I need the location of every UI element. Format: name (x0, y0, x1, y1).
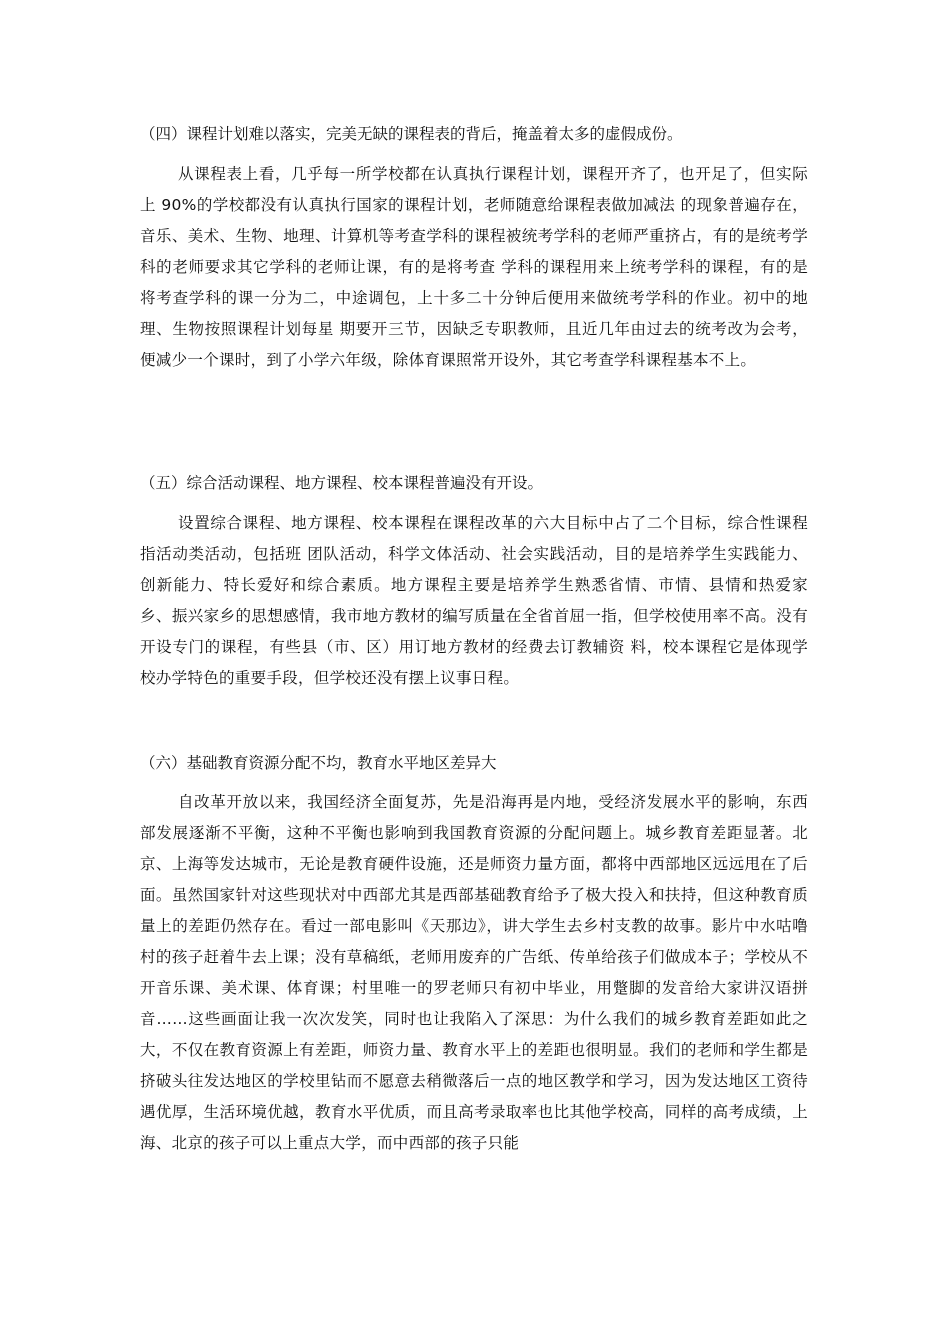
section-5-heading: （五）综合活动课程、地方课程、校本课程普遍没有开设。 (140, 474, 544, 492)
section-5-paragraph: 设置综合课程、地方课程、校本课程在课程改革的六大目标中占了二个目标，综合性课程指活动类活动，包括班 团队活动，科学文体活动、社会实践活动，目的是培养学生实践能力、创新能力、特长爱好和综合素质。地方课程主要是培养学生熟悉省情、市情、县情和热爱家 乡、振兴家乡的思想感情，我市地方教材的编写质量在全省首屈一指，但学校使用率不高。没有开设专门的课程，有些县（市、区）用订地方教材的经费去订教辅资 料，校本课程它是体现学校办学特色的重要手段，但学校还没有摆上议事日程。 (140, 514, 808, 687)
section-6-heading: （六）基础教育资源分配不均，教育水平地区差异大 (140, 754, 497, 772)
section-4-paragraph: 从课程表上看，几乎每一所学校都在认真执行课程计划，课程开齐了，也开足了，但实际上 90%的学校都没有认真执行国家的课程计划，老师随意给课程表做加减法 的现象普遍存在，音乐、美术、生物、地理、计算机等考查学科的课程被统考学科的老师严重挤占，有的是统考学科的老师要求其它学科的老师让课，有的是将考查 学科的课程用来上统考学科的课程，有的是将考查学科的课一分为二，中途调包，上十多二十分钟后便用来做统考学科的作业。初中的地理、生物按照课程计划每星 期要开三节，因缺乏专职教师，且近几年由过去的统考改为会考，便减少一个课时，到了小学六年级，除体育课照常开设外，其它考查学科课程基本不上。 (140, 165, 808, 369)
section-4-heading: （四）课程计划难以落实，完美无缺的课程表的背后，掩盖着太多的虚假成份。 (140, 125, 683, 143)
section-6-paragraph: 自改革开放以来，我国经济全面复苏，先是沿海再是内地，受经济发展水平的影响，东西部发展逐渐不平衡，这种不平衡也影响到我国教育资源的分配问题上。城乡教育差距显著。北京、上海等发达城市，无论是教育硬件设施，还是师资力量方面，都将中西部地区远远甩在了后面。虽然国家针对这些现状对中西部尤其是西部基础教育给予了极大投入和扶持，但这种教育质量上的差距仍然存在。看过一部电影叫《天那边》，讲大学生去乡村支教的故事。影片中水咕噜村的孩子赶着牛去上课；没有草稿纸，老师用废弃的广告纸、传单给孩子们做成本子；学校从不开音乐课、美术课、体育课；村里唯一的罗老师只有初中毕业，用蹩脚的发音给大家讲汉语拼音……这些画面让我一次次发笑，同时也让我陷入了深思：为什么我们的城乡教育差距如此之大，不仅在教育资源上有差距，师资力量、教育水平上的差距也很明显。我们的老师和学生都是挤破头往发达地区的学校里钻而不愿意去稍微落后一点的地区教学和学习，因为发达地区工资待遇优厚，生活环境优越，教育水平优质，而且高考录取率也比其他学校高，同样的高考成绩，上海、北京的孩子可以上重点大学，而中西部的孩子只能 (140, 793, 808, 1152)
